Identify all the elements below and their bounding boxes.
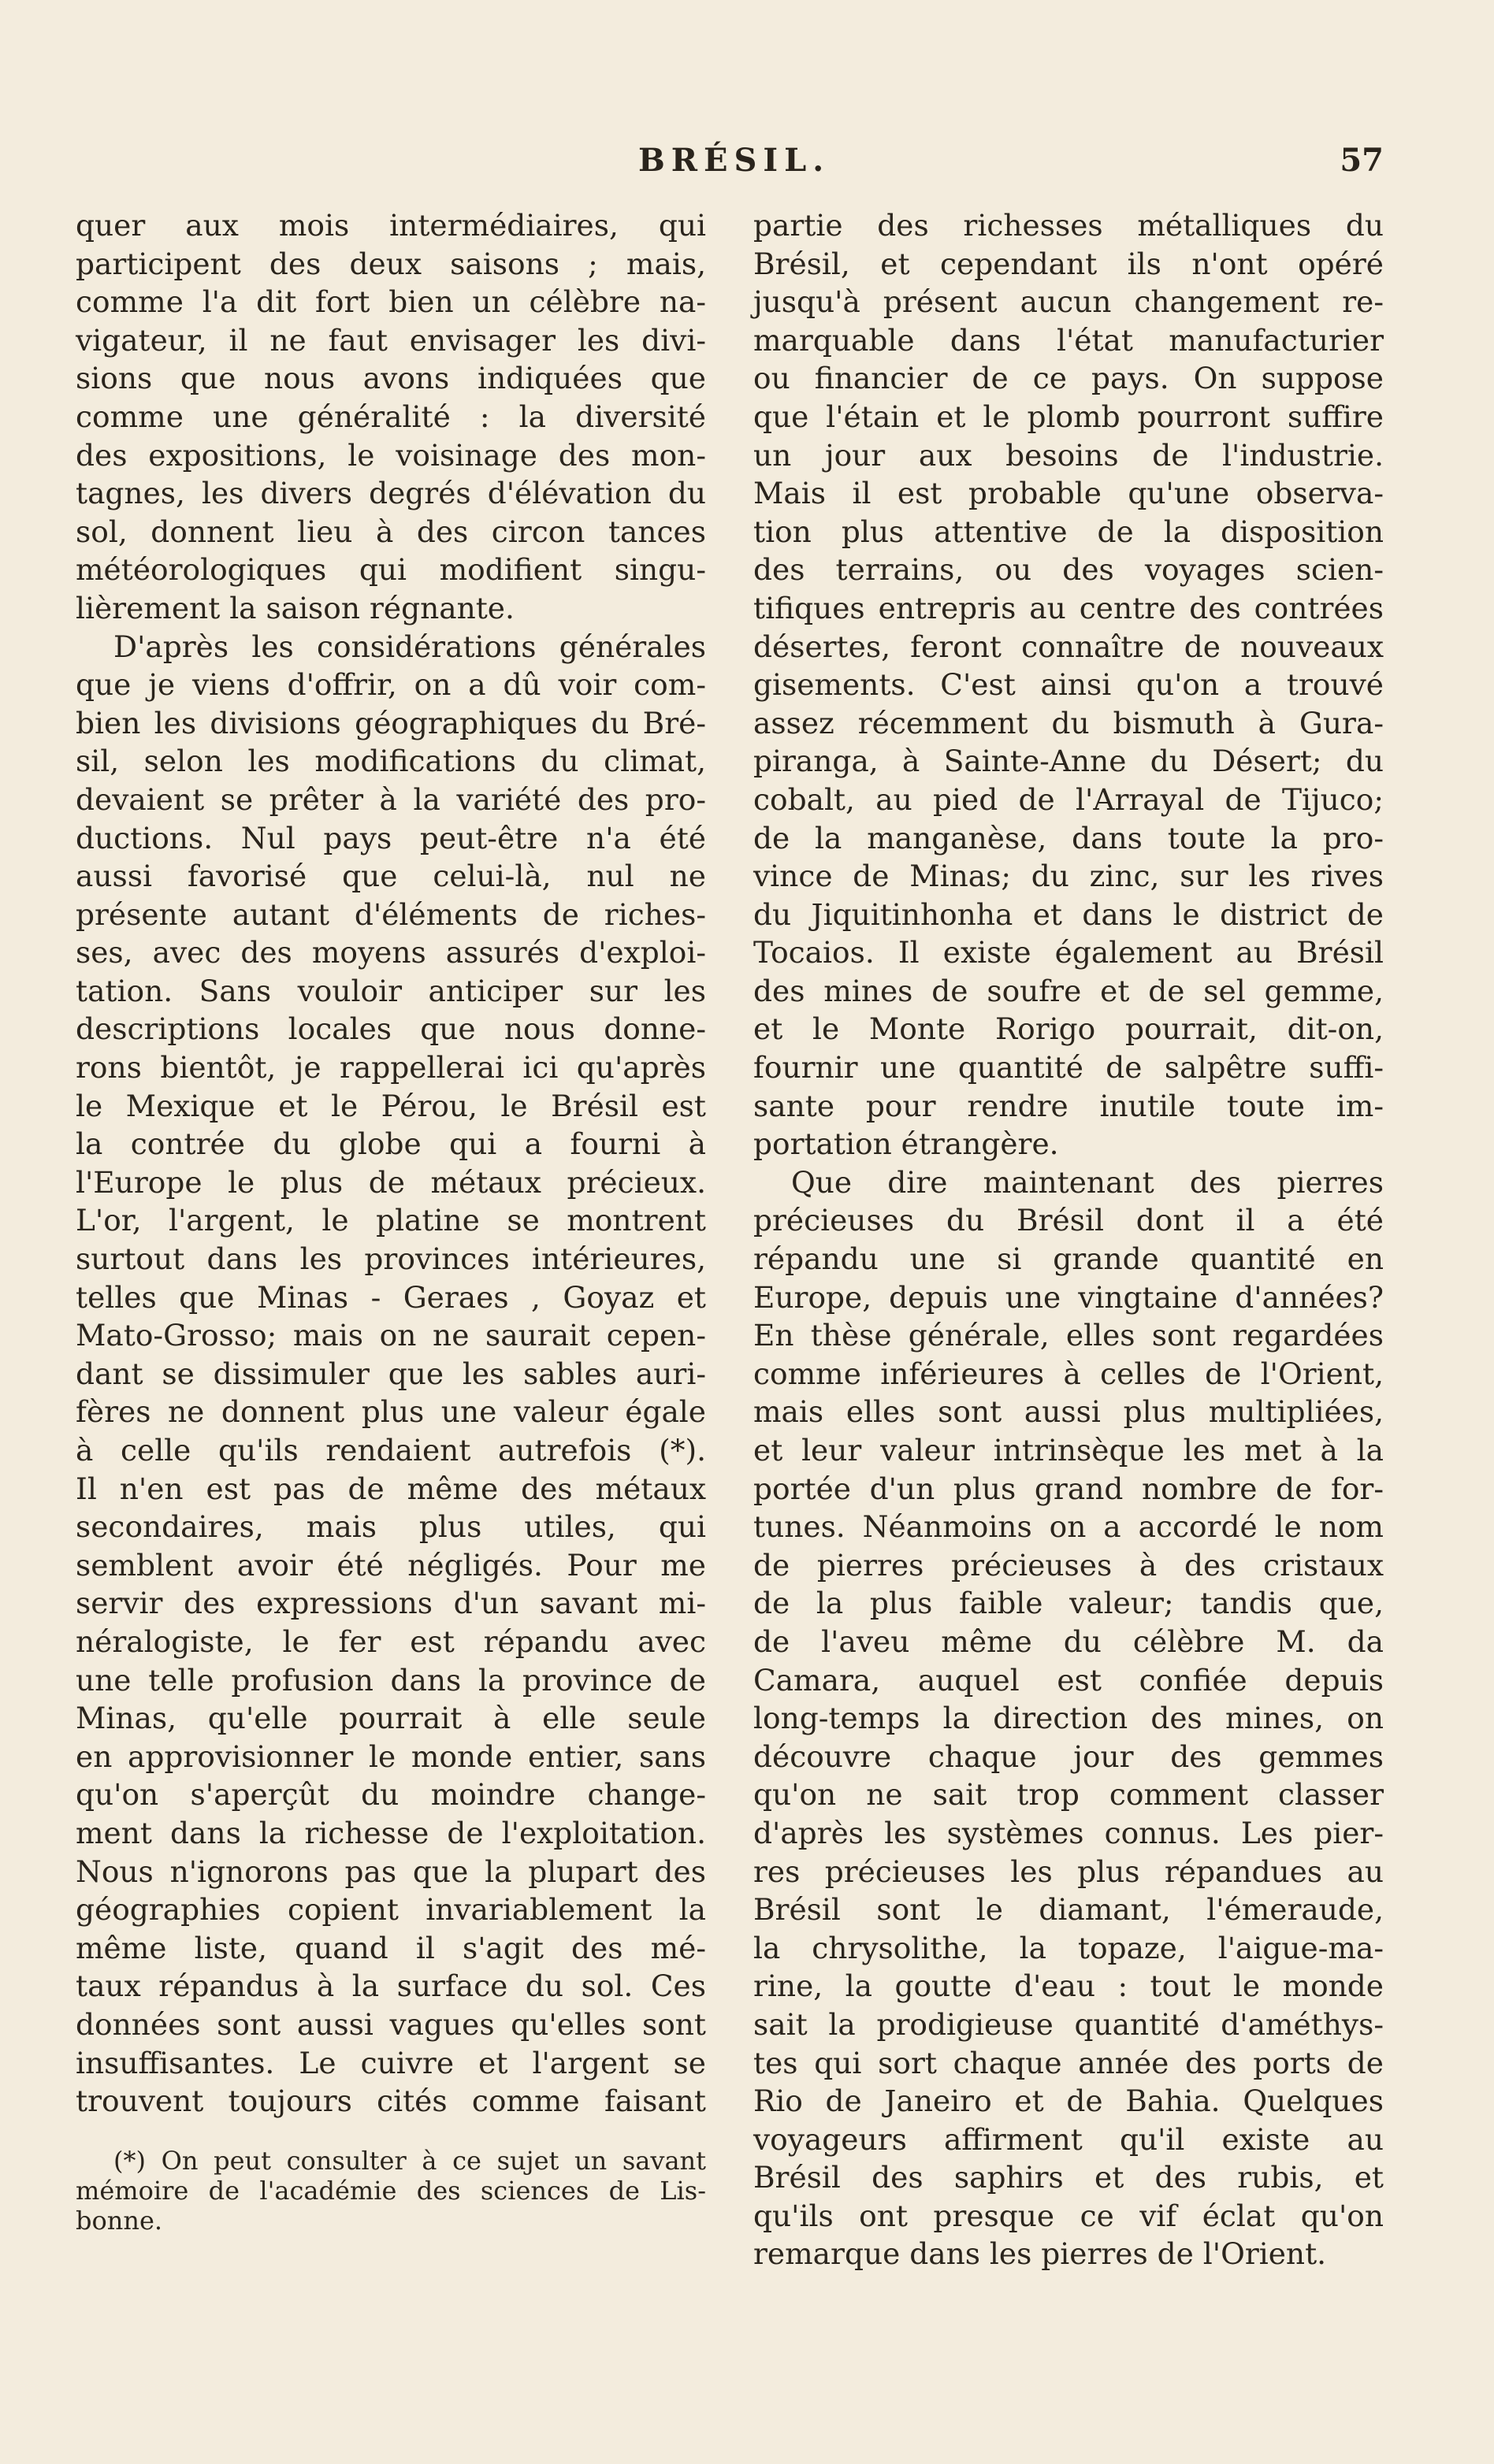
text-line: de pierres précieuses à des cristaux	[753, 1547, 1384, 1583]
text-line: trouvent toujours cités comme faisant	[76, 2084, 706, 2119]
text-line: le Mexique et le Pérou, le Brésil est	[76, 1088, 706, 1123]
text-line: Camara, auquel est confiée depuis	[753, 1662, 1384, 1698]
text-line: cobalt, au pied de l'Arrayal de Tijuco;	[753, 781, 1384, 817]
text-line: Que dire maintenant des pierres	[791, 1164, 1384, 1200]
text-line: d'après les systèmes connus. Les pier-	[753, 1815, 1384, 1850]
text-line: jusqu'à présent aucun changement re-	[753, 284, 1384, 320]
text-line: surtout dans les provinces intérieures,	[76, 1241, 706, 1277]
text-line: voyageurs affirment qu'il existe au	[753, 2121, 1384, 2157]
text-line: de la manganèse, dans toute la pro-	[753, 820, 1384, 855]
running-head	[0, 142, 1494, 189]
text-line: néralogiste, le fer est répandu avec	[76, 1623, 706, 1659]
text-line: long-temps la direction des mines, on	[753, 1701, 1384, 1736]
text-line: la chrysolithe, la topaze, l'aigue-ma-	[753, 1930, 1384, 1965]
text-line: ment dans la richesse de l'exploitation.	[76, 1815, 706, 1850]
left-column	[76, 206, 706, 2121]
text-line: des terrains, ou des voyages scien-	[753, 552, 1384, 588]
text-line: Il n'en est pas de même des métaux	[76, 1471, 706, 1506]
paragraph-metals	[753, 206, 1384, 1163]
footnote	[76, 2146, 706, 2236]
text-line: qu'on ne sait trop comment classer	[753, 1777, 1384, 1813]
text-line: géographies copient invariablement la	[76, 1892, 706, 1928]
text-line: un jour aux besoins de l'industrie.	[753, 437, 1384, 473]
text-line: fères ne donnent plus une valeur égale	[76, 1394, 706, 1430]
footnote-line: (*) On peut consulter à ce sujet un savant	[113, 2146, 706, 2176]
text-line: qu'ils ont presque ce vif éclat qu'on	[753, 2198, 1384, 2233]
text-line: Minas, qu'elle pourrait à elle seule	[76, 1701, 706, 1736]
text-line: En thèse générale, elles sont regardées	[753, 1318, 1384, 1353]
text-line: découvre chaque jour des gemmes	[753, 1739, 1384, 1774]
text-line: comme une généralité : la diversité	[76, 399, 706, 434]
text-line: telles que Minas - Geraes , Goyaz et	[76, 1279, 706, 1315]
text-line: ou financier de ce pays. On suppose	[753, 361, 1384, 396]
text-line: même liste, quand il s'agit des mé-	[76, 1930, 706, 1965]
text-line: devaient se prêter à la variété des pro-	[76, 781, 706, 817]
text-line: de l'aveu même du célèbre M. da	[753, 1623, 1384, 1659]
text-line: des expositions, le voisinage des mon-	[76, 437, 706, 473]
text-line: précieuses du Brésil dont il a été	[753, 1203, 1384, 1238]
text-line: bien les divisions géographiques du Bré-	[76, 705, 706, 740]
text-line: semblent avoir été négligés. Pour me	[76, 1547, 706, 1583]
text-line: sait la prodigieuse quantité d'améthys-	[753, 2006, 1384, 2042]
text-line: piranga, à Sainte-Anne du Désert; du	[753, 744, 1384, 779]
text-line: tion plus attentive de la disposition	[753, 514, 1384, 549]
text-line: sil, selon les modifications du climat,	[76, 744, 706, 779]
text-line: que je viens d'offrir, on a dû voir com-	[76, 667, 706, 703]
text-line: tes qui sort chaque année des ports de	[753, 2045, 1384, 2080]
text-line: et le Monte Rorigo pourrait, dit-on,	[753, 1011, 1384, 1047]
text-line: tunes. Néanmoins on a accordé le nom	[753, 1509, 1384, 1545]
text-line: fournir une quantité de salpêtre suffi-	[753, 1050, 1384, 1085]
text-line: res précieuses les plus répandues au	[753, 1854, 1384, 1889]
text-line: Brésil sont le diamant, l'émeraude,	[753, 1892, 1384, 1928]
text-line: sol, donnent lieu à des circon tances	[76, 514, 706, 549]
page-title: BRÉSIL.	[638, 142, 831, 179]
text-line: la contrée du globe qui a fourni à	[76, 1126, 706, 1162]
text-line: et leur valeur intrinsèque les met à la	[753, 1433, 1384, 1468]
text-line: météorologiques qui modifient singu-	[76, 552, 706, 588]
text-line: partie des richesses métalliques du	[753, 208, 1384, 243]
text-line: participent des deux saisons ; mais,	[76, 246, 706, 281]
text-line: Mato-Grosso; mais on ne saurait cepen-	[76, 1318, 706, 1353]
text-line: tifiques entrepris au centre des contrées	[753, 590, 1384, 625]
text-line: aussi favorisé que celui-là, nul ne	[76, 859, 706, 894]
text-line: l'Europe le plus de métaux précieux.	[76, 1164, 706, 1200]
text-line: présente autant d'éléments de riches-	[76, 896, 706, 932]
text-line: gisements. C'est ainsi qu'on a trouvé	[753, 667, 1384, 703]
text-line: Mais il est probable qu'une observa-	[753, 476, 1384, 511]
text-line: à celle qu'ils rendaient autrefois (*).	[76, 1433, 706, 1468]
paragraph-climate	[76, 206, 706, 628]
text-line: sante pour rendre inutile toute im-	[753, 1088, 1384, 1123]
text-line: portation étrangère.	[753, 1126, 1059, 1162]
text-line: secondaires, mais plus utiles, qui	[76, 1509, 706, 1545]
text-line: Brésil, et cependant ils n'ont opéré	[753, 246, 1384, 281]
text-line: portée d'un plus grand nombre de for-	[753, 1471, 1384, 1506]
text-line: rons bientôt, je rappellerai ici qu'après	[76, 1050, 706, 1085]
text-line: assez récemment du bismuth à Gura-	[753, 705, 1384, 740]
text-line: données sont aussi vagues qu'elles sont	[76, 2006, 706, 2042]
text-line: Brésil des saphirs et des rubis, et	[753, 2160, 1384, 2195]
text-line: désertes, feront connaître de nouveaux	[753, 629, 1384, 664]
text-line: ses, avec des moyens assurés d'exploi-	[76, 935, 706, 970]
text-line: sions que nous avons indiquées que	[76, 361, 706, 396]
text-line: que l'étain et le plomb pourront suffire	[753, 399, 1384, 434]
text-line: L'or, l'argent, le platine se montrent	[76, 1203, 706, 1238]
text-line: insuffisantes. Le cuivre et l'argent se	[76, 2045, 706, 2080]
text-line: taux répandus à la surface du sol. Ces	[76, 1969, 706, 2004]
text-line: répandu une si grande quantité en	[753, 1241, 1384, 1277]
text-line: comme inférieures à celles de l'Orient,	[753, 1356, 1384, 1391]
text-line: servir des expressions d'un savant mi-	[76, 1586, 706, 1621]
text-line: rine, la goutte d'eau : tout le monde	[753, 1969, 1384, 2004]
text-line: vince de Minas; du zinc, sur les rives	[753, 859, 1384, 894]
text-line: Nous n'ignorons pas que la plupart des	[76, 1854, 706, 1889]
text-line: lièrement la saison régnante.	[76, 590, 515, 625]
text-line: comme l'a dit fort bien un célèbre na-	[76, 284, 706, 320]
page-number: 57	[1340, 142, 1384, 179]
text-line: du Jiquitinhonha et dans le district de	[753, 896, 1384, 932]
text-line: de la plus faible valeur; tandis que,	[753, 1586, 1384, 1621]
text-line: remarque dans les pierres de l'Orient.	[753, 2236, 1327, 2272]
text-line: tagnes, les divers degrés d'élévation du	[76, 476, 706, 511]
footnote-line: bonne.	[76, 2206, 163, 2236]
footnote-line: mémoire de l'académie des sciences de Lis-	[76, 2176, 706, 2206]
text-line: Tocaios. Il existe également au Brésil	[753, 935, 1384, 970]
right-column	[753, 206, 1384, 2273]
text-line: dant se dissimuler que les sables auri-	[76, 1356, 706, 1391]
text-line: qu'on s'aperçût du moindre change-	[76, 1777, 706, 1813]
text-line: marquable dans l'état manufacturier	[753, 322, 1384, 358]
text-line: quer aux mois intermédiaires, qui	[76, 208, 706, 243]
text-line: tation. Sans vouloir anticiper sur les	[76, 973, 706, 1008]
paragraph-productions	[76, 628, 706, 2121]
text-line: D'après les considérations générales	[113, 629, 706, 664]
text-line: Europe, depuis une vingtaine d'années?	[753, 1279, 1384, 1315]
text-line: mais elles sont aussi plus multipliées,	[753, 1394, 1384, 1430]
text-line: des mines de soufre et de sel gemme,	[753, 973, 1384, 1008]
paragraph-gems	[753, 1163, 1384, 2273]
text-line: Rio de Janeiro et de Bahia. Quelques	[753, 2084, 1384, 2119]
text-line: vigateur, il ne faut envisager les divi-	[76, 322, 706, 358]
text-line: descriptions locales que nous donne-	[76, 1011, 706, 1047]
text-line: une telle profusion dans la province de	[76, 1662, 706, 1698]
text-line: ductions. Nul pays peut-être n'a été	[76, 820, 706, 855]
text-line: en approvisionner le monde entier, sans	[76, 1739, 706, 1774]
